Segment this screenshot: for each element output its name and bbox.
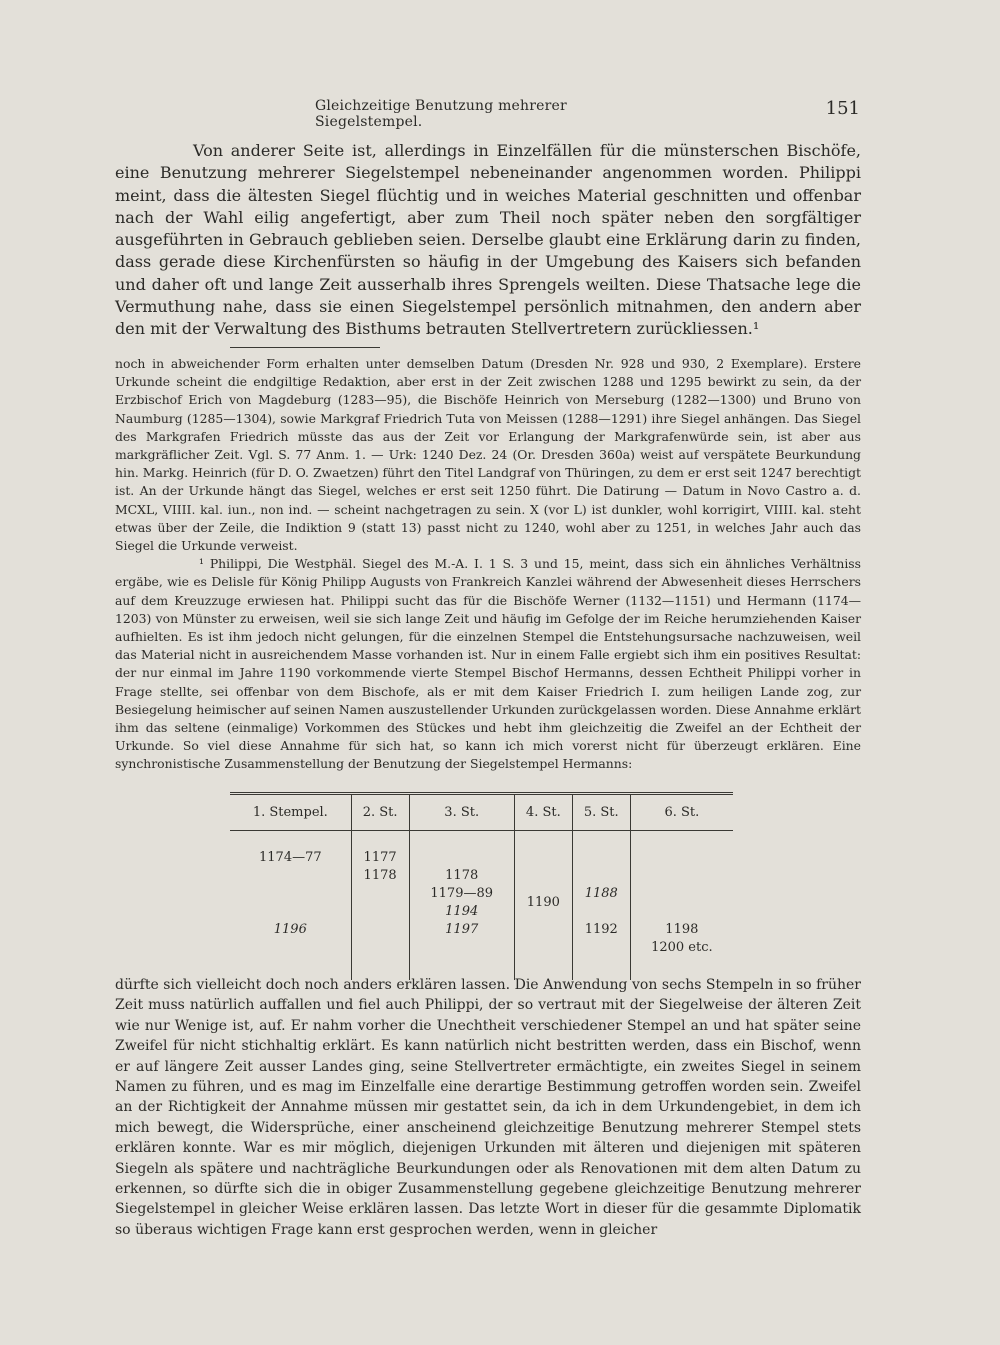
table-header-cell: 2. St. bbox=[351, 794, 409, 831]
table-column-4 bbox=[514, 831, 572, 981]
table-header-cell: 6. St. bbox=[630, 794, 733, 831]
table-column-1 bbox=[230, 831, 351, 981]
running-header: Gleichzeitige Benutzung mehrerer Siegelstempel. bbox=[315, 98, 567, 130]
footnotes bbox=[115, 355, 861, 774]
page-number: 151 bbox=[825, 98, 860, 119]
table-column-3 bbox=[409, 831, 514, 981]
table-cell: 1197 bbox=[445, 922, 479, 937]
table-cell: 1178 bbox=[445, 868, 479, 883]
table-header-cell: 1. Stempel. bbox=[230, 794, 351, 831]
table-cell: 1190 bbox=[526, 895, 560, 910]
table-cell: 1198 bbox=[665, 922, 699, 937]
table-column-2 bbox=[351, 831, 409, 981]
footnote-separator bbox=[230, 347, 380, 348]
table-cell: 1179—89 bbox=[430, 886, 494, 901]
footnote-1: ¹ Philippi, Die Westphäl. Siegel des M.-A. I. 1 S. 3 und 15, meint, dass sich ein ähnliches Verhältniss ergäbe, wie es Delisle für König Philipp Augusts von Frankreich Kanzlei während der Abwesenheit dieses Herrschers auf dem Kreuzzuge erwiesen hat. Philippi sucht das für die Bischöfe Werner (1132—1151) und Hermann (1174—1203) von Münster zu erweisen, weil sie sich lange Zeit und häufig im Gefolge der im Reiche herumziehenden Kaiser aufhielten. Es ist ihm jedoch nicht gelungen, für die einzelnen Stempel die Entstehungsursache nachzuweisen, weil das Material nicht in ausreichendem Masse vorhanden ist. Nur in einem Falle ergiebt sich ihm ein positives Resultat: der nur einmal im Jahre 1190 vorkommende vierte Stempel Bischof Hermanns, dessen Echtheit Philippi vorher in Frage stellte, sei offenbar von dem Bischofe, als er mit dem Kaiser Friedrich I. zum heiligen Lande zog, zur Besiegelung heimischer auf seinen Namen auszustellender Urkunden zurückgelassen worden. Diese Annahme erklärt ihm das seltene (einmalige) Vorkommen des Stückes und hebt ihm gleichzeitig die Zweifel an der Echtheit der Urkunde. So viel diese Annahme für sich hat, so kann ich mich vorerst nicht für überzeugt erklären. Eine synchronistische Zusammenstellung der Benutzung der Siegelstempel Hermanns: bbox=[115, 556, 861, 772]
table-header-cell: 4. St. bbox=[514, 794, 572, 831]
footnote-continuation: noch in abweichender Form erhalten unter demselben Datum (Dresden Nr. 928 und 930, 2 Exemplare). Erstere Urkunde scheint die endgiltige Redaktion, aber erst in der Zeit zwischen 1288 und 1295 bewirkt zu sein, da der Erzbischof Erich von Magdeburg (1283—95), die Bischöfe Heinrich von Merseburg (1282—1300) und Bruno von Naumburg (1285—1304), sowie Markgraf Friedrich Tuta von Meissen (1288—1291) ihre Siegel anhängen. Das Siegel des Markgrafen Friedrich müsste das aus der Zeit vor Erlangung der Markgrafenwürde sein, ist aber aus markgräflicher Zeit. Vgl. S. 77 Anm. 1. — Urk: 1240 Dez. 24 (Or. Dresden 360a) weist auf verspätete Beurkundung hin. Markg. Heinrich (für D. O. Zwaetzen) führt den Titel Landgraf von Thüringen, zu dem er erst seit 1247 berechtigt ist. An der Urkunde hängt das Siegel, welches er erst seit 1250 führt. Die Datirung — Datum in Novo Castro a. d. MCXL, VIIII. kal. iun., non ind. — scheint nachgetragen zu sein. X (vor L) ist dunkler, wohl korrigirt, VIIII. kal. steht etwas über der Zeile, die Indiktion 9 (statt 13) passt nicht zu 1240, wohl aber zu 1251, in welches Jahr auch das Siegel die Urkunde verweist. bbox=[115, 356, 861, 554]
table-column-6 bbox=[630, 831, 733, 981]
continuation-paragraph: dürfte sich vielleicht doch noch anders erklären lassen. Die Anwendung von sechs Stempeln in so früher Zeit muss natürlich auffallen und fiel auch Philippi, der so vertraut mit der Siegelweise der älteren Zeit wie nur Wenige ist, auf. Er nahm vorher die Unechtheit verschiedener Stempel an und hat später seine Zweifel für nicht stichhaltig erklärt. Es kann natürlich nicht bestritten werden, dass ein Bischof, wenn er auf längere Zeit ausser Landes ging, seine Stellvertreter ermächtigte, ein zweites Siegel in seinem Namen zu führen, und es mag im Einzelfalle eine derartige Bestimmung getroffen worden sein. Zweifel an der Richtigkeit der Annahme müssen mir gestattet sein, da ich in dem Urkundengebiet, in dem ich mich bewegt, die Widersprüche, einer anscheinend gleichzeitige Benutzung mehrerer Stempel stets erklären konnte. War es mir möglich, diejenigen Urkunden mit älteren und diejenigen mit späteren Siegeln als spätere und nachträgliche Beurkundungen oder als Renovationen mit dem alten Datum zu erkennen, so dürfte sich die in obiger Zusammenstellung gegebene gleichzeitige Benutzung mehrerer Siegelstempel in gleicher Weise erklären lassen. Das letzte Wort in dieser für die gesammte Diplomatik so überaus wichtigen Frage kann erst gesprochen werden, wenn in gleicher bbox=[115, 977, 861, 1238]
table-cell: 1188 bbox=[584, 886, 618, 901]
table-column-5 bbox=[572, 831, 630, 981]
table-header-cell: 3. St. bbox=[409, 794, 514, 831]
table-header-cell: 5. St. bbox=[572, 794, 630, 831]
table-cell: 1174—77 bbox=[259, 850, 322, 865]
main-text bbox=[115, 140, 861, 341]
table-cell: 1177 bbox=[363, 850, 397, 865]
table-cell: 1194 bbox=[445, 904, 479, 919]
table-cell: 1192 bbox=[584, 922, 618, 937]
table-cell: 1196 bbox=[273, 922, 307, 937]
table-cell: 1200 etc. bbox=[651, 940, 713, 955]
main-paragraph: Von anderer Seite ist, allerdings in Einzelfällen für die münsterschen Bischöfe, eine Benutzung mehrerer Siegelstempel nebeneinander angenommen worden. Philippi meint, dass die ältesten Siegel flüchtig und in weiches Material geschnitten und offenbar nach der Wahl eilig angefertigt, aber zum Theil noch später neben den sorgfältiger ausgeführten in Gebrauch geblieben seien. Derselbe glaubt eine Erklärung darin zu finden, dass gerade diese Kirchenfürsten so häufig in der Umgebung des Kaisers sich befanden und daher oft und lange Zeit ausserhalb ihres Sprengels weilten. Diese Thatsache lege die Vermuthung nahe, dass sie einen Siegelstempel persönlich mitnahmen, den andern aber den mit der Verwaltung des Bisthums betrauten Stellvertretern zurückliessen.¹ bbox=[115, 141, 861, 339]
table-cell: 1178 bbox=[363, 868, 397, 883]
stamp-table bbox=[230, 792, 733, 980]
